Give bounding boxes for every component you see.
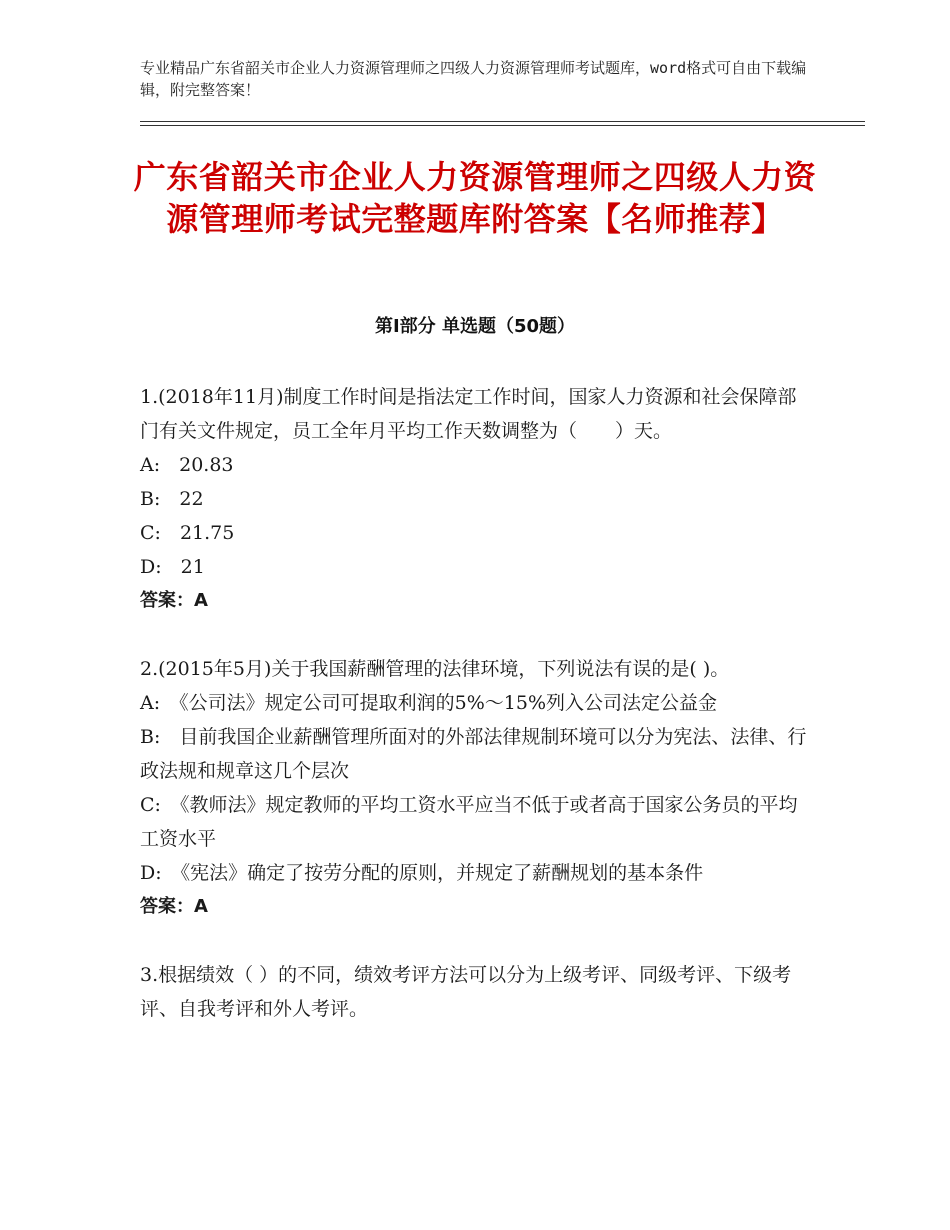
header-divider-top (140, 121, 865, 122)
option-b: B: 22 (140, 488, 204, 510)
question-list (140, 380, 810, 1060)
document-title: 广东省韶关市企业人力资源管理师之四级人力资源管理师考试完整题库附答案【名师推荐】 (133, 158, 817, 238)
option-a: A: 《公司法》规定公司可提取利润的5%～15%列入公司法定公益金 (140, 692, 717, 714)
option-c: C: 《教师法》规定教师的平均工资水平应当不低于或者高于国家公务员的平均工资水平 (140, 794, 798, 850)
answer-line: 答案：A (140, 590, 208, 611)
question-text: 2.(2015年5月)关于我国薪酬管理的法律环境，下列说法有误的是( )。 (140, 658, 730, 680)
header-divider-bottom (140, 125, 865, 126)
question-item (140, 958, 810, 1026)
section-heading: 第Ⅰ部分 单选题（50题） (374, 316, 575, 337)
answer-line: 答案：A (140, 896, 208, 917)
question-text: 3.根据绩效（ ）的不同，绩效考评方法可以分为上级考评、同级考评、下级考评、自我考评和外人考评。 (140, 964, 792, 1020)
header-note: 专业精品广东省韶关市企业人力资源管理师之四级人力资源管理师考试题库，word格式可自由下载编辑，附完整答案！ (140, 59, 807, 99)
option-c: C: 21.75 (140, 522, 235, 544)
question-text: 1.(2018年11月)制度工作时间是指法定工作时间，国家人力资源和社会保障部门有关文件规定，员工全年月平均工作天数调整为（ ）天。 (140, 386, 797, 442)
option-a: A: 20.83 (140, 454, 234, 476)
question-item (140, 652, 810, 924)
option-d: D: 21 (140, 556, 205, 578)
option-b: B: 目前我国企业薪酬管理所面对的外部法律规制环境可以分为宪法、法律、行政法规和规章这几个层次 (140, 726, 807, 782)
option-d: D: 《宪法》确定了按劳分配的原则，并规定了薪酬规划的基本条件 (140, 862, 704, 884)
question-item (140, 380, 810, 618)
